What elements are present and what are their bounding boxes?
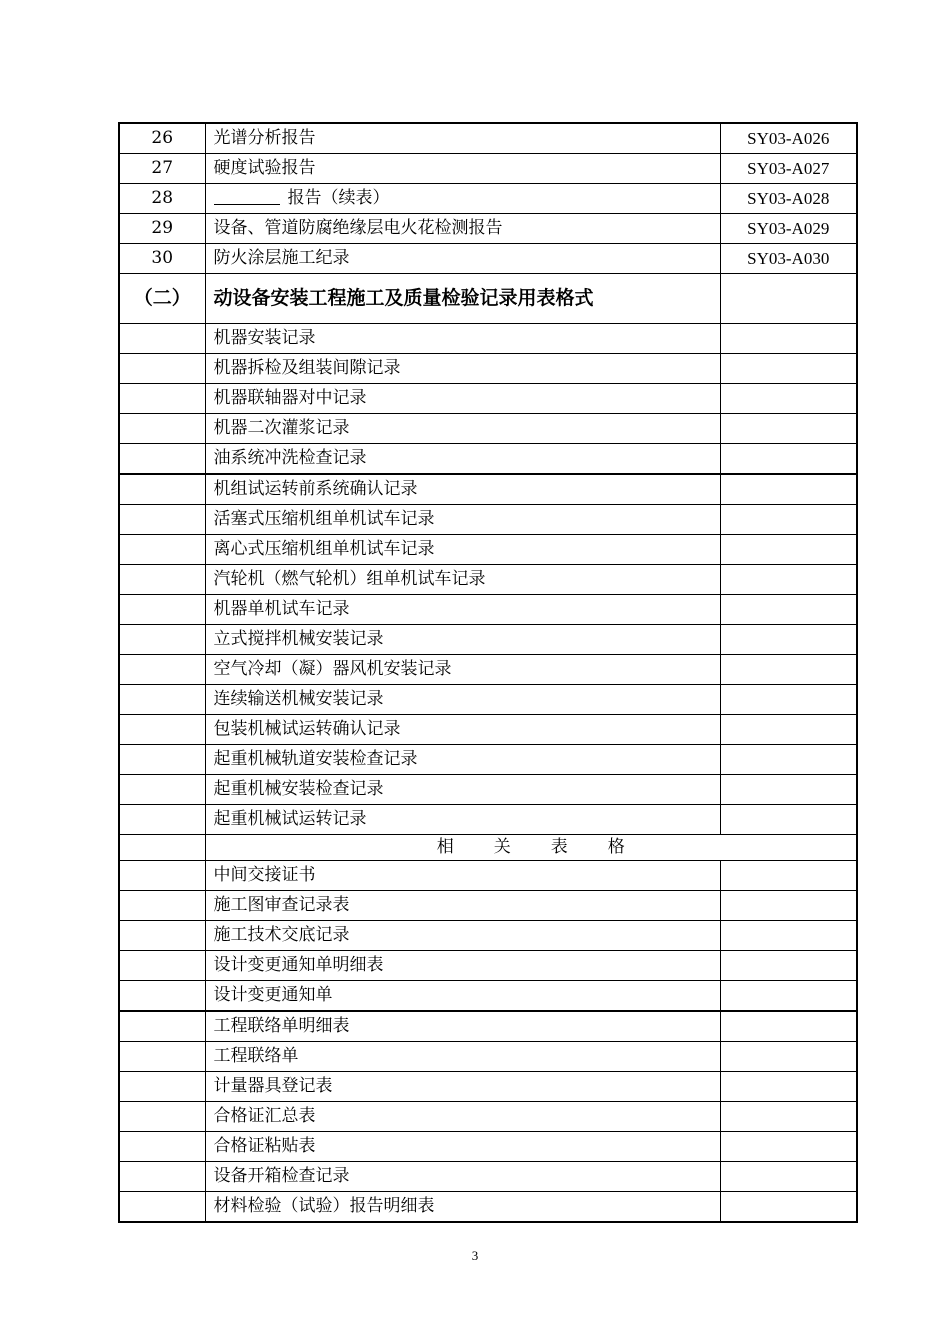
table-row <box>119 154 857 184</box>
row-title: 设备、管道防腐绝缘层电火花检测报告 <box>205 214 720 244</box>
empty-cell <box>119 891 205 921</box>
empty-cell <box>119 384 205 414</box>
empty-cell <box>119 535 205 565</box>
row-title: 防火涂层施工纪录 <box>205 244 720 274</box>
row-code: SY03-A027 <box>720 154 857 184</box>
table-row <box>119 891 857 921</box>
title-char: 相 <box>436 837 454 857</box>
row-number: 29 <box>119 214 205 244</box>
empty-cell <box>720 1011 857 1042</box>
row-title: 中间交接证书 <box>205 861 720 891</box>
title-char: 关 <box>493 837 511 857</box>
table-row <box>119 535 857 565</box>
row-title: 工程联络单明细表 <box>205 1011 720 1042</box>
empty-cell <box>119 1042 205 1072</box>
empty-cell <box>119 1102 205 1132</box>
row-title: 起重机械试运转记录 <box>205 805 720 835</box>
section-header-row <box>119 274 857 324</box>
table-row <box>119 745 857 775</box>
empty-cell <box>119 775 205 805</box>
empty-cell <box>720 1102 857 1132</box>
empty-cell <box>720 535 857 565</box>
row-title: 连续输送机械安装记录 <box>205 685 720 715</box>
row-title: 工程联络单 <box>205 1042 720 1072</box>
empty-cell <box>720 861 857 891</box>
empty-cell <box>119 1072 205 1102</box>
empty-cell <box>119 981 205 1012</box>
title-char: 表 <box>550 837 568 857</box>
table-row <box>119 1072 857 1102</box>
table-row <box>119 123 857 154</box>
row-title: 设计变更通知单明细表 <box>205 951 720 981</box>
table-row <box>119 595 857 625</box>
empty-cell <box>720 1132 857 1162</box>
empty-cell <box>720 505 857 535</box>
empty-cell <box>119 1011 205 1042</box>
row-title: 汽轮机（燃气轮机）组单机试车记录 <box>205 565 720 595</box>
empty-cell <box>720 324 857 354</box>
table-row <box>119 474 857 505</box>
empty-cell <box>720 1192 857 1223</box>
row-title: 设计变更通知单 <box>205 981 720 1012</box>
row-title: 合格证汇总表 <box>205 1102 720 1132</box>
table-row <box>119 1011 857 1042</box>
empty-cell <box>720 805 857 835</box>
empty-cell <box>119 685 205 715</box>
row-title: 光谱分析报告 <box>205 123 720 154</box>
empty-cell <box>720 1162 857 1192</box>
row-title: 起重机械安装检查记录 <box>205 775 720 805</box>
row-title: 机器二次灌浆记录 <box>205 414 720 444</box>
row-title: 离心式压缩机组单机试车记录 <box>205 535 720 565</box>
row-code: SY03-A026 <box>720 123 857 154</box>
empty-cell <box>720 474 857 505</box>
empty-cell <box>720 921 857 951</box>
table-row <box>119 981 857 1012</box>
table-row <box>119 951 857 981</box>
empty-cell <box>720 891 857 921</box>
related-forms-header-row <box>119 835 857 861</box>
table-row <box>119 715 857 745</box>
empty-cell <box>720 384 857 414</box>
empty-cell <box>720 715 857 745</box>
empty-cell <box>119 951 205 981</box>
table-row <box>119 214 857 244</box>
row-title: 机器联轴器对中记录 <box>205 384 720 414</box>
empty-cell <box>119 1192 205 1223</box>
empty-cell <box>119 1132 205 1162</box>
empty-cell <box>720 775 857 805</box>
row-code: SY03-A029 <box>720 214 857 244</box>
row-number: 30 <box>119 244 205 274</box>
related-forms-title <box>205 835 857 861</box>
table-row <box>119 1132 857 1162</box>
empty-cell <box>119 505 205 535</box>
row-title: 机器单机试车记录 <box>205 595 720 625</box>
records-table <box>118 122 858 1223</box>
empty-cell <box>119 324 205 354</box>
row-title: 硬度试验报告 <box>205 154 720 184</box>
table-row <box>119 505 857 535</box>
fill-in-blank <box>214 186 280 205</box>
row-number: 27 <box>119 154 205 184</box>
empty-cell <box>720 1042 857 1072</box>
empty-cell <box>720 444 857 475</box>
table-row <box>119 655 857 685</box>
row-title: 起重机械轨道安装检查记录 <box>205 745 720 775</box>
empty-cell <box>119 565 205 595</box>
empty-cell <box>720 595 857 625</box>
table-row <box>119 805 857 835</box>
empty-cell <box>119 474 205 505</box>
table-row <box>119 354 857 384</box>
row-title: 油系统冲洗检查记录 <box>205 444 720 475</box>
table-row <box>119 1192 857 1223</box>
empty-cell <box>119 354 205 384</box>
table-row <box>119 1042 857 1072</box>
row-title-with-blank <box>205 184 720 214</box>
section-title: 动设备安装工程施工及质量检验记录用表格式 <box>205 274 720 324</box>
table-row <box>119 414 857 444</box>
table-row <box>119 685 857 715</box>
table-row <box>119 861 857 891</box>
empty-cell <box>720 951 857 981</box>
row-title: 立式搅拌机械安装记录 <box>205 625 720 655</box>
row-number: 26 <box>119 123 205 154</box>
empty-cell <box>720 981 857 1012</box>
empty-cell <box>119 1162 205 1192</box>
row-title: 施工图审查记录表 <box>205 891 720 921</box>
empty-cell <box>720 1072 857 1102</box>
section-number: （二） <box>119 274 205 324</box>
empty-cell <box>720 274 857 324</box>
row-title: 设备开箱检查记录 <box>205 1162 720 1192</box>
empty-cell <box>119 805 205 835</box>
table-row <box>119 625 857 655</box>
row-title: 包装机械试运转确认记录 <box>205 715 720 745</box>
empty-cell <box>720 745 857 775</box>
empty-cell <box>119 625 205 655</box>
row-title: 机器拆检及组装间隙记录 <box>205 354 720 384</box>
empty-cell <box>119 715 205 745</box>
row-title: 机器安装记录 <box>205 324 720 354</box>
table-row <box>119 384 857 414</box>
empty-cell <box>119 655 205 685</box>
empty-cell <box>720 414 857 444</box>
empty-cell <box>119 414 205 444</box>
row-title: 活塞式压缩机组单机试车记录 <box>205 505 720 535</box>
row-title: 报告（续表） <box>287 188 390 208</box>
table-row <box>119 565 857 595</box>
table-row <box>119 1162 857 1192</box>
table-row <box>119 324 857 354</box>
table-row <box>119 775 857 805</box>
row-title: 施工技术交底记录 <box>205 921 720 951</box>
table-row <box>119 244 857 274</box>
row-code: SY03-A030 <box>720 244 857 274</box>
table-row <box>119 444 857 475</box>
page-number: 3 <box>471 1248 479 1263</box>
empty-cell <box>119 861 205 891</box>
row-title: 材料检验（试验）报告明细表 <box>205 1192 720 1223</box>
empty-cell <box>119 444 205 475</box>
row-title: 空气冷却（凝）器风机安装记录 <box>205 655 720 685</box>
empty-cell <box>720 685 857 715</box>
empty-cell <box>720 565 857 595</box>
row-title: 机组试运转前系统确认记录 <box>205 474 720 505</box>
empty-cell <box>720 625 857 655</box>
table-row <box>119 1102 857 1132</box>
empty-cell <box>720 354 857 384</box>
row-title: 合格证粘贴表 <box>205 1132 720 1162</box>
empty-cell <box>119 835 205 861</box>
row-code: SY03-A028 <box>720 184 857 214</box>
row-title: 计量器具登记表 <box>205 1072 720 1102</box>
empty-cell <box>119 921 205 951</box>
empty-cell <box>720 655 857 685</box>
row-number: 28 <box>119 184 205 214</box>
empty-cell <box>119 595 205 625</box>
table-row <box>119 184 857 214</box>
title-char: 格 <box>607 837 625 857</box>
empty-cell <box>119 745 205 775</box>
table-row <box>119 921 857 951</box>
